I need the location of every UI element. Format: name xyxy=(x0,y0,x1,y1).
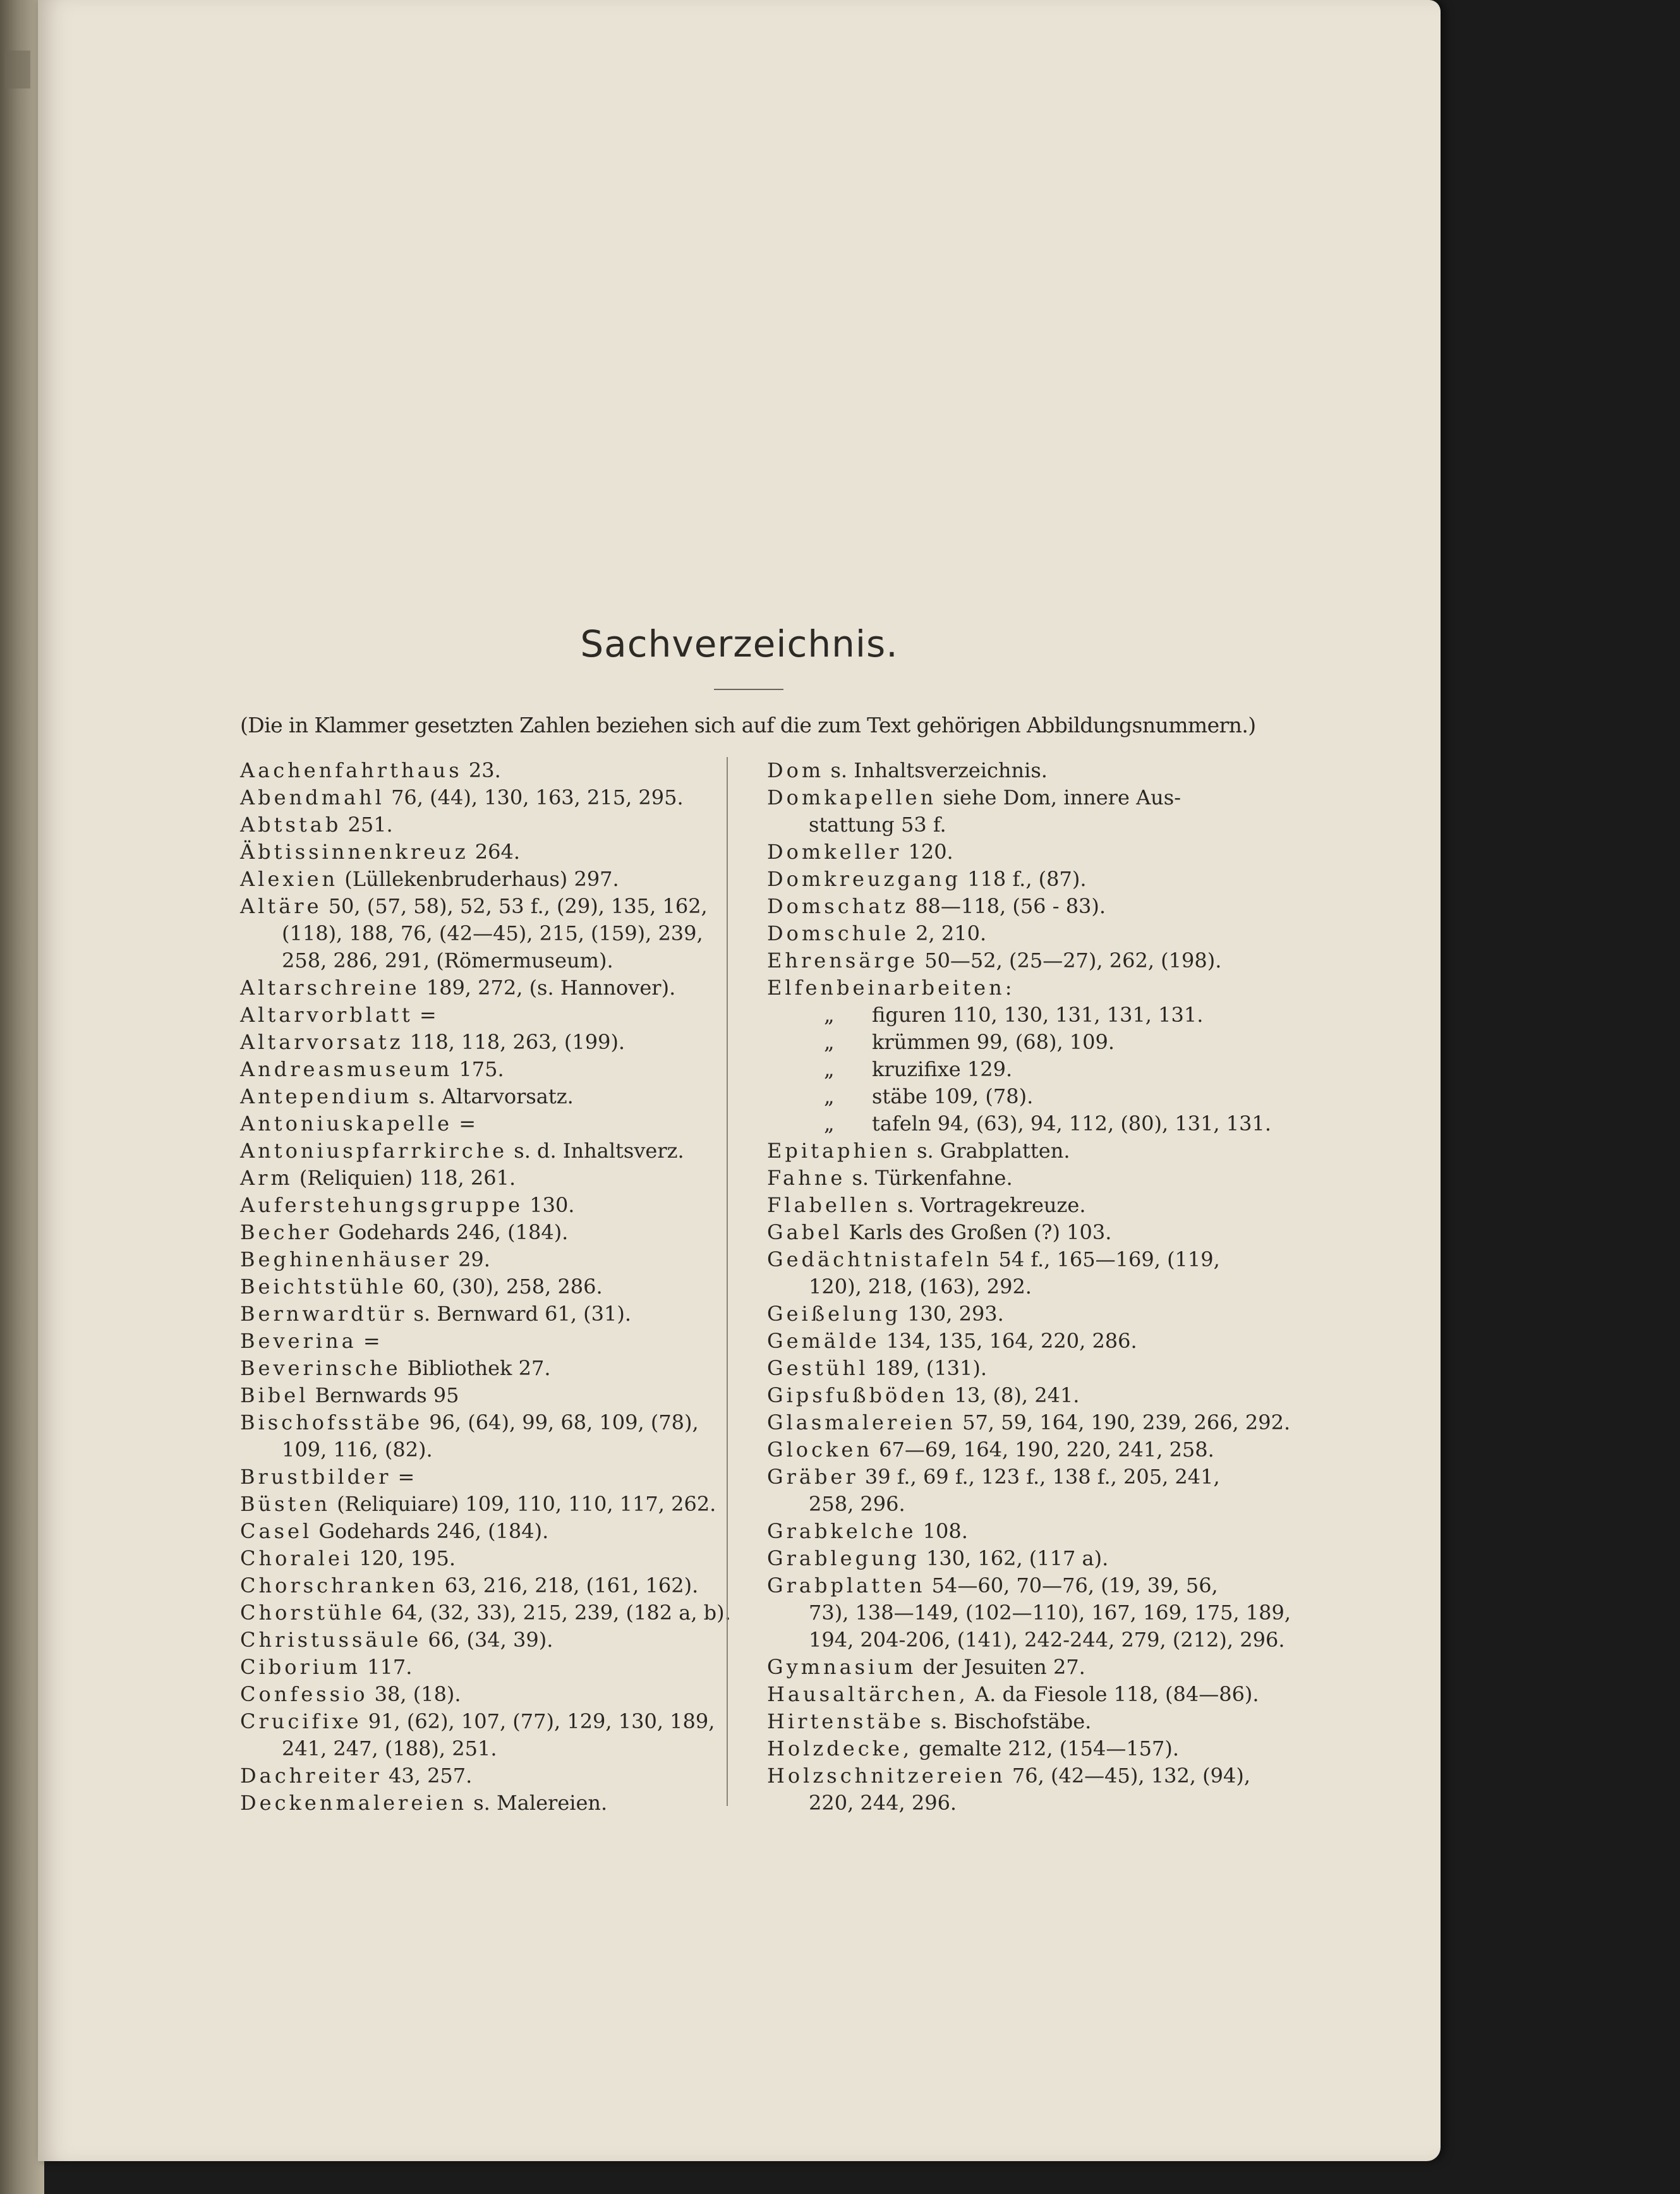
entry-heading: Beichtstühle xyxy=(240,1275,407,1299)
entry-references: 57, 59, 164, 190, 239, 266, 292. xyxy=(955,1410,1291,1434)
sub-entry xyxy=(767,1083,1266,1110)
ditto-mark: „ xyxy=(824,1030,835,1054)
entry-heading: Antependium xyxy=(240,1084,413,1108)
entry-references: 264. xyxy=(468,840,521,864)
index-entry xyxy=(240,839,739,866)
entry-references: 67—69, 164, 190, 220, 241, 258. xyxy=(872,1438,1214,1462)
entry-references: 23. xyxy=(462,758,501,782)
entry-references: 130, 162, (117 a). xyxy=(919,1546,1109,1570)
index-entry xyxy=(767,784,1266,811)
entry-references: 60, (30), 258, 286. xyxy=(406,1275,603,1299)
entry-heading: Elfenbeinarbeiten: xyxy=(767,976,1015,1000)
entry-references: 64, (32, 33), 215, 239, (182 a, b). xyxy=(385,1601,731,1625)
entry-references: 54 f., 165—169, (119, xyxy=(992,1247,1220,1271)
index-entry xyxy=(240,1029,739,1056)
entry-continuation: 194, 204-206, (141), 242-244, 279, (212), 296. xyxy=(809,1628,1285,1652)
index-entry xyxy=(767,1137,1266,1165)
entry-references: 130, 293. xyxy=(900,1302,1004,1326)
entry-heading: Brustbilder xyxy=(240,1465,392,1489)
entry-references: 54—60, 70—76, (19, 39, 56, xyxy=(925,1573,1218,1597)
index-entry xyxy=(767,866,1266,893)
entry-references: (Lüllekenbruderhaus) 297. xyxy=(338,867,619,891)
entry-heading: Büsten xyxy=(240,1492,330,1516)
sub-entry xyxy=(767,1110,1272,1137)
entry-references: Godehards 246, (184). xyxy=(332,1220,569,1244)
index-entry xyxy=(767,1545,1266,1572)
entry-references: = xyxy=(356,1329,380,1353)
entry-references: 50—52, (25—27), 262, (198). xyxy=(918,949,1222,973)
book-page xyxy=(38,0,1441,2161)
entry-references: = xyxy=(391,1465,415,1489)
index-entry xyxy=(240,1627,739,1654)
entry-references: 43, 257. xyxy=(382,1764,473,1788)
entry-references: A. da Fiesole 118, (84—86). xyxy=(968,1682,1259,1706)
entry-heading: Altarvorblatt xyxy=(240,1003,413,1027)
entry-heading: Aachenfahrthaus xyxy=(240,758,462,782)
index-entry xyxy=(767,1246,1266,1273)
entry-heading: Altarschreine xyxy=(240,976,420,1000)
index-entry xyxy=(240,784,739,811)
index-entry xyxy=(240,1599,739,1627)
index-entry xyxy=(767,1735,1266,1762)
entry-heading: Epitaphien xyxy=(767,1139,910,1163)
index-entry xyxy=(767,1382,1266,1409)
entry-references: 175. xyxy=(452,1057,504,1081)
index-entry xyxy=(240,1708,739,1735)
entry-references: 189, 272, (s. Hannover). xyxy=(420,976,676,1000)
entry-heading: Domkreuzgang xyxy=(767,867,962,891)
entry-heading: Confessio xyxy=(240,1682,368,1706)
entry-continuation: 241, 247, (188), 251. xyxy=(282,1736,497,1761)
entry-heading: Gräber xyxy=(767,1465,859,1489)
entry-references: (Reliquien) 118, 261. xyxy=(293,1166,516,1190)
entry-heading: Hirtenstäbe xyxy=(767,1709,924,1733)
entry-heading: Chorstühle xyxy=(240,1601,385,1625)
entry-references: 76, (44), 130, 163, 215, 295. xyxy=(384,785,684,809)
entry-references: Bernwards 95 xyxy=(308,1383,459,1407)
entry-references: 39 f., 69 f., 123 f., 138 f., 205, 241, xyxy=(858,1465,1220,1489)
entry-references: 134, 135, 164, 220, 286. xyxy=(879,1329,1137,1353)
index-entry xyxy=(767,1708,1266,1735)
entry-heading: Holzschnitzereien xyxy=(767,1764,1006,1788)
index-entry xyxy=(767,1165,1266,1192)
entry-references: siehe Dom, innere Aus- xyxy=(936,785,1181,809)
entry-heading: Grablegung xyxy=(767,1546,920,1570)
sub-entry xyxy=(767,1002,1266,1029)
index-entry xyxy=(767,920,1266,947)
sub-entry-text: figuren 110, 130, 131, 131, 131. xyxy=(872,1003,1204,1027)
index-entry xyxy=(767,1300,1266,1328)
entry-references: 13, (8), 241. xyxy=(948,1383,1080,1407)
ditto-mark: „ xyxy=(824,1057,835,1081)
entry-references: (Reliquiare) 109, 110, 110, 117, 262. xyxy=(330,1492,716,1516)
ditto-mark: „ xyxy=(824,1084,835,1108)
entry-heading: Beghinenhäuser xyxy=(240,1247,452,1271)
index-entry xyxy=(767,1328,1266,1355)
page-content xyxy=(38,0,1441,2161)
entry-heading: Beverinsche xyxy=(240,1356,401,1380)
index-entry xyxy=(240,811,739,839)
entry-heading: Holzdecke, xyxy=(767,1736,913,1761)
index-entry xyxy=(240,1219,739,1246)
entry-heading: Christussäule xyxy=(240,1628,422,1652)
index-entry xyxy=(240,1545,739,1572)
sub-entry-text: kruzifixe 129. xyxy=(872,1057,1013,1081)
index-entry xyxy=(240,893,739,920)
entry-references: s. Bernward 61, (31). xyxy=(407,1302,632,1326)
index-entry xyxy=(767,1762,1266,1790)
entry-references: 118 f., (87). xyxy=(961,867,1087,891)
index-entry xyxy=(767,1572,1266,1599)
entry-heading: Antoniuskapelle xyxy=(240,1112,453,1136)
index-entry xyxy=(767,1436,1266,1464)
index-entry xyxy=(240,1110,739,1137)
index-entry xyxy=(767,893,1266,920)
index-entry xyxy=(240,1165,739,1192)
index-column-right xyxy=(727,757,1291,1815)
entry-heading: Geißelung xyxy=(767,1302,901,1326)
entry-references: 251. xyxy=(341,813,393,837)
entry-heading: Domkapellen xyxy=(767,785,937,809)
entry-references: = xyxy=(452,1112,476,1136)
index-entry xyxy=(240,974,739,1002)
entry-heading: Domkeller xyxy=(767,840,902,864)
index-entry xyxy=(767,1355,1266,1382)
index-entry xyxy=(240,1273,739,1300)
entry-heading: Gabel xyxy=(767,1220,843,1244)
entry-references: s. Grabplatten. xyxy=(910,1139,1070,1163)
entry-continuation: 258, 296. xyxy=(809,1492,905,1516)
entry-heading: Grabplatten xyxy=(767,1573,926,1597)
entry-references: s. Türkenfahne. xyxy=(845,1166,1013,1190)
entry-heading: Auferstehungsgruppe xyxy=(240,1193,524,1217)
entry-references: = xyxy=(413,1003,437,1027)
entry-heading: Flabellen xyxy=(767,1193,891,1217)
entry-continuation: 73), 138—149, (102—110), 167, 169, 175, 189, xyxy=(809,1601,1291,1625)
index-entry xyxy=(240,1355,739,1382)
entry-references: 189, (131). xyxy=(868,1356,988,1380)
entry-heading: Gedächtnistafeln xyxy=(767,1247,993,1271)
entry-heading: Choralei xyxy=(240,1546,353,1570)
entry-heading: Andreasmuseum xyxy=(240,1057,453,1081)
entry-heading: Casel xyxy=(240,1519,313,1543)
index-entry xyxy=(240,1491,739,1518)
entry-heading: Domschule xyxy=(767,921,909,945)
entry-heading: Dachreiter xyxy=(240,1764,382,1788)
entry-references: 117. xyxy=(360,1655,413,1679)
entry-references: 63, 216, 218, (161, 162). xyxy=(438,1573,699,1597)
sub-entry-text: tafeln 94, (63), 94, 112, (80), 131, 131. xyxy=(872,1112,1272,1136)
index-entry xyxy=(240,1192,739,1219)
entry-references: Bibliothek 27. xyxy=(401,1356,551,1380)
index-entry xyxy=(240,1300,739,1328)
entry-references: 130. xyxy=(523,1193,575,1217)
index-entry xyxy=(240,1328,739,1355)
index-entry xyxy=(767,1518,1266,1545)
page-title: Sachverzeichnis. xyxy=(580,622,898,665)
ditto-mark: „ xyxy=(824,1112,835,1136)
index-entry xyxy=(767,1192,1266,1219)
entry-heading: Crucifixe xyxy=(240,1709,362,1733)
entry-heading: Grabkelche xyxy=(767,1519,917,1543)
index-entry xyxy=(767,1409,1291,1436)
index-entry xyxy=(767,1464,1266,1491)
entry-heading: Alexien xyxy=(240,867,339,891)
entry-continuation: 109, 116, (82). xyxy=(282,1438,433,1462)
entry-heading: Antoniuspfarrkirche xyxy=(240,1139,508,1163)
entry-references: 120, 195. xyxy=(353,1546,456,1570)
entry-references: s. Malereien. xyxy=(467,1791,608,1815)
entry-heading: Glocken xyxy=(767,1438,873,1462)
entry-heading: Dom xyxy=(767,758,825,782)
index-entry xyxy=(767,1654,1266,1681)
index-entry xyxy=(767,974,1266,1002)
entry-heading: Altarvorsatz xyxy=(240,1030,404,1054)
sub-entry-text: krümmen 99, (68), 109. xyxy=(872,1030,1115,1054)
index-entry xyxy=(240,1137,739,1165)
entry-heading: Gestühl xyxy=(767,1356,869,1380)
entry-continuation: (118), 188, 76, (42—45), 215, (159), 239, xyxy=(282,921,703,945)
entry-references: 118, 118, 263, (199). xyxy=(403,1030,625,1054)
entry-references: 76, (42—45), 132, (94), xyxy=(1005,1764,1250,1788)
entry-heading: Deckenmalereien xyxy=(240,1791,468,1815)
entry-references: 29. xyxy=(451,1247,490,1271)
entry-heading: Abtstab xyxy=(240,813,342,837)
entry-heading: Äbtissinnenkreuz xyxy=(240,840,469,864)
entry-references: Godehards 246, (184). xyxy=(312,1519,549,1543)
entry-heading: Bischofsstäbe xyxy=(240,1410,423,1434)
entry-heading: Arm xyxy=(240,1166,293,1190)
entry-references: s. Vortragekreuze. xyxy=(890,1193,1086,1217)
index-column-left xyxy=(240,757,739,1817)
index-entry xyxy=(240,1762,739,1790)
index-entry xyxy=(240,1083,739,1110)
index-entry xyxy=(240,1246,739,1273)
entry-references: 96, (64), 99, 68, 109, (78), xyxy=(423,1410,699,1434)
entry-references: 91, (62), 107, (77), 129, 130, 189, xyxy=(361,1709,715,1733)
entry-heading: Becher xyxy=(240,1220,332,1244)
entry-references: 50, (57, 58), 52, 53 f., (29), 135, 162, xyxy=(322,894,708,918)
entry-references: s. Altarvorsatz. xyxy=(412,1084,574,1108)
entry-heading: Glasmalereien xyxy=(767,1410,956,1434)
index-entry xyxy=(240,1518,739,1545)
entry-heading: Ehrensärge xyxy=(767,949,919,973)
entry-references: s. Inhaltsverzeichnis. xyxy=(824,758,1048,782)
entry-references: 108. xyxy=(916,1519,968,1543)
entry-heading: Gemälde xyxy=(767,1329,880,1353)
entry-references: 88—118, (56 - 83). xyxy=(909,894,1106,918)
sub-entry xyxy=(767,1056,1266,1083)
index-entry xyxy=(240,1681,739,1708)
editorial-note: (Die in Klammer gesetzten Zahlen beziehen sich auf die zum Text gehörigen Abbildungsnummern.) xyxy=(240,713,1256,737)
entry-references: s. Bischofstäbe. xyxy=(924,1709,1092,1733)
entry-continuation: 258, 286, 291, (Römermuseum). xyxy=(282,949,613,973)
index-entry xyxy=(767,1681,1266,1708)
entry-heading: Beverina xyxy=(240,1329,357,1353)
entry-references: 66, (34, 39). xyxy=(421,1628,553,1652)
index-entry xyxy=(767,839,1266,866)
index-entry xyxy=(240,1790,739,1817)
index-entry xyxy=(240,1409,739,1436)
entry-continuation: 120), 218, (163), 292. xyxy=(809,1275,1032,1299)
entry-references: Karls des Großen (?) 103. xyxy=(842,1220,1112,1244)
index-entry xyxy=(240,1056,739,1083)
entry-heading: Altäre xyxy=(240,894,322,918)
entry-references: 120. xyxy=(902,840,953,864)
entry-references: der Jesuiten 27. xyxy=(916,1655,1085,1679)
index-entry xyxy=(240,866,739,893)
index-entry xyxy=(240,1572,739,1599)
entry-heading: Bibel xyxy=(240,1383,309,1407)
index-entry xyxy=(767,757,1266,784)
sub-entry-text: stäbe 109, (78). xyxy=(872,1084,1034,1108)
entry-heading: Gipsfußböden xyxy=(767,1383,948,1407)
entry-heading: Chorschranken xyxy=(240,1573,438,1597)
entry-continuation: stattung 53 f. xyxy=(809,813,946,837)
entry-heading: Gymnasium xyxy=(767,1655,917,1679)
index-entry xyxy=(240,1464,739,1491)
entry-heading: Hausaltärchen, xyxy=(767,1682,969,1706)
entry-references: s. d. Inhaltsverz. xyxy=(507,1139,684,1163)
sub-entry xyxy=(767,1029,1266,1056)
title-rule xyxy=(714,689,783,690)
index-entry xyxy=(240,1002,739,1029)
index-entry xyxy=(240,757,739,784)
entry-continuation: 220, 244, 296. xyxy=(809,1791,957,1815)
index-entry xyxy=(767,1219,1266,1246)
entry-heading: Ciborium xyxy=(240,1655,361,1679)
ditto-mark: „ xyxy=(824,1003,835,1027)
entry-references: 2, 210. xyxy=(909,921,987,945)
entry-heading: Abendmahl xyxy=(240,785,385,809)
index-entry xyxy=(240,1382,739,1409)
entry-heading: Bernwardtür xyxy=(240,1302,408,1326)
entry-references: gemalte 212, (154—157). xyxy=(912,1736,1180,1761)
entry-heading: Fahne xyxy=(767,1166,846,1190)
index-entry xyxy=(240,1654,739,1681)
index-entry xyxy=(767,947,1266,974)
entry-references: 38, (18). xyxy=(368,1682,461,1706)
entry-heading: Domschatz xyxy=(767,894,909,918)
